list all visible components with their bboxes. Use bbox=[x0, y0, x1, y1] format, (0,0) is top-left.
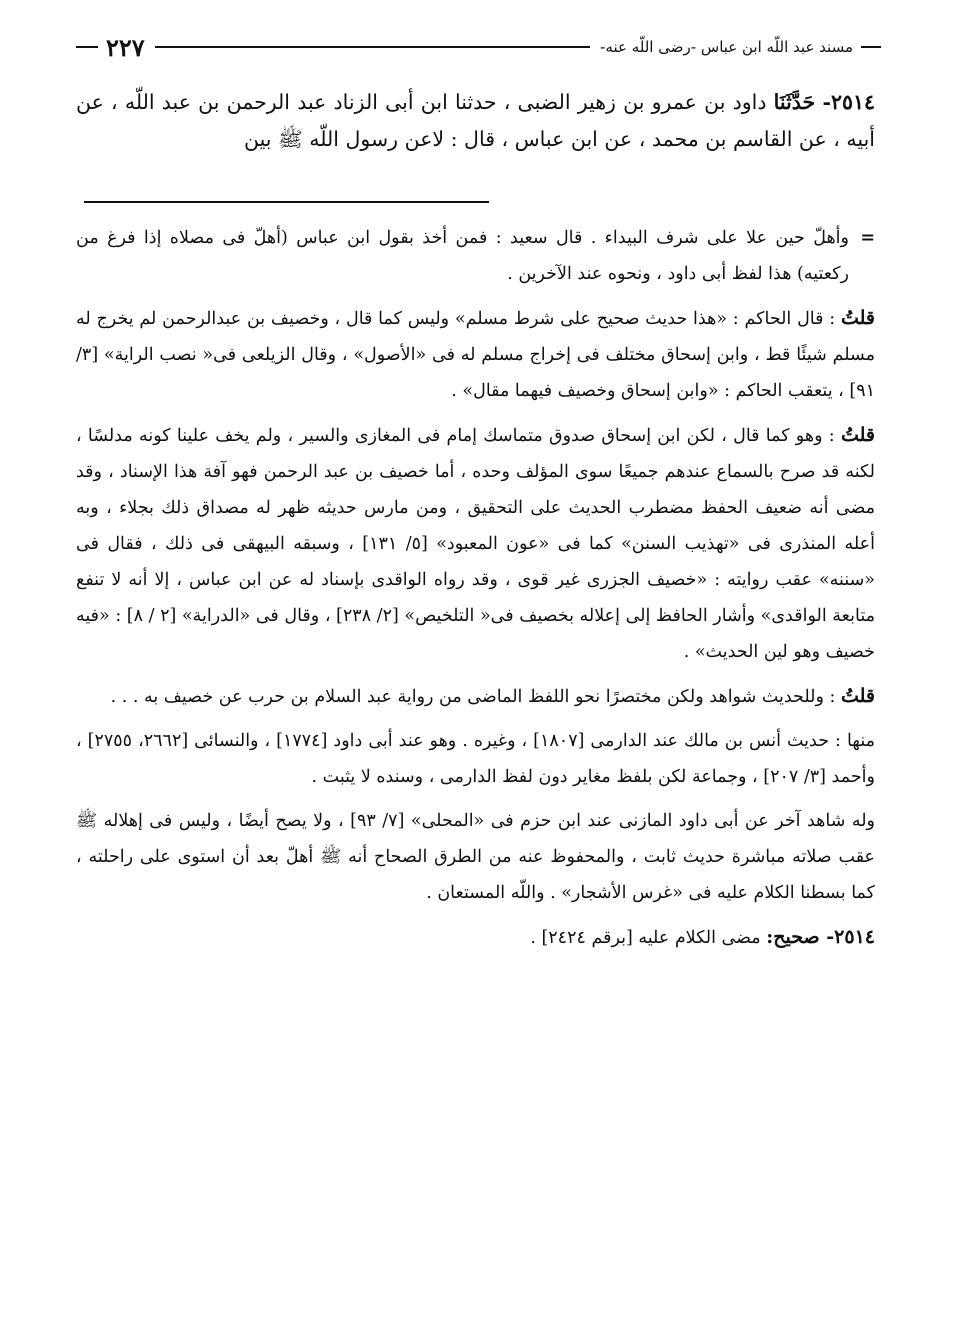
hadith-number: ٢٥١٤ bbox=[830, 90, 875, 114]
footnote-paragraph bbox=[76, 723, 875, 795]
page-number: ٢٢٧ bbox=[106, 32, 145, 62]
qultu-label: قلتُ bbox=[840, 424, 875, 446]
header-title: مسند عبد اللّه ابن عباس -رضى اللّه عنه- bbox=[600, 38, 853, 56]
footnote-text: : وهو كما قال ، لكن ابن إسحاق صدوق متماسك إمام فى المغازى والسير ، ولم يخف علينا كونه مدلسًا ، لكنه قد صرح بالسماع عندهم جميعًا سوى المؤلف وحده ، أما خصيف بن عبد الرحمن فهو آفة هذا الإسناد ، وقد مضى أنه ضعيف الحفظ مضطرب الحديث على التحقيق ، ومن مارس حديثه ظهر له مصداق ذلك بجلاء ، وبه أعله المنذرى فى «تهذيب السنن» كما فى «عون المعبود» [٥/ ١٣١] ، وسبقه البيهقى فى ذلك ، فقال فى «سننه» عقب روايته : «خصيف الجزرى غير قوى ، وقد رواه الواقدى بإسناد له عن ابن عباس ، إلا أنه لا تنفع متابعة الواقدى» وأشار الحافظ إلى إعلاله بخصيف فى« التلخيص» [٢/ ٢٣٨] ، وقال فى «الدراية» [٢ / ٨] : «فيه خصيف وهو لين الحديث» . bbox=[76, 426, 875, 662]
hadith-text bbox=[76, 84, 875, 158]
continuation-mark: = bbox=[860, 228, 875, 248]
footnote-text: وأهلّ حين علا على شرف البيداء . قال سعيد : فمن أخذ بقول ابن عباس (أهلّ فى مصلاه إذا فرغ من ركعتيه) هذا لفظ أبى داود ، ونحوه عند الآخرين . bbox=[76, 228, 849, 284]
footnote-paragraph bbox=[76, 803, 875, 911]
hadith-body: داود بن عمرو بن زهير الضبى ، حدثنا ابن أبى الزناد عبد الرحمن بن عبد اللّه ، عن أبيه ، عن القاسم بن محمد ، عن ابن عباس ، قال : لاعن رسول اللّه ﷺ بين bbox=[76, 90, 875, 151]
footnote-text: منها : حديث أنس بن مالك عند الدارمى [١٨٠٧] ، وغيره . وهو عند أبى داود [١٧٧٤] ، والنسائى [٢٦٦٢، ٢٧٥٥] ، وأحمد [٣/ ٢٠٧] ، وجماعة لكن بلفظ مغاير دون لفظ الدارمى ، وسنده لا يثبت . bbox=[76, 731, 876, 787]
takhrij-text: مضى الكلام عليه [برقم ٢٤٢٤] . bbox=[530, 928, 761, 948]
takhrij-label: - صحيح: bbox=[766, 926, 835, 948]
footnote-text: وله شاهد آخر عن أبى داود المازنى عند ابن حزم فى «المحلى» [٧/ ٩٣] ، ولا يصح أيضًا ، وليس فى إهلاله ﷺ عقب صلاته مباشرة حديث ثابت ، والمحفوظ عنه من الطرق الصحاح أنه ﷺ أهلّ بعد أن استوى على راحلته ، كما بسطنا الكلام عليه فى «غرس الأشجار» . واللّه المستعان . bbox=[76, 811, 875, 903]
footnote-divider bbox=[84, 201, 489, 203]
footnote-paragraph bbox=[76, 678, 875, 715]
footnote-text: : وللحديث شواهد ولكن مختصرًا نحو اللفظ الماضى من رواية عبد السلام بن حرب عن خصيف به . . . bbox=[110, 687, 836, 707]
footnote-paragraph bbox=[76, 417, 875, 670]
header-rule-right bbox=[861, 46, 881, 48]
takhrij-number: ٢٥١٤ bbox=[834, 926, 875, 948]
footnote-paragraph bbox=[76, 300, 875, 409]
haddathana-word: حَدَّثَنَا bbox=[773, 90, 816, 114]
takhrij-line bbox=[76, 919, 875, 956]
header-rule bbox=[155, 46, 590, 48]
qultu-label: قلتُ bbox=[840, 307, 875, 329]
running-header bbox=[76, 30, 881, 64]
header-rule-left bbox=[76, 46, 98, 48]
footnote-text: : قال الحاكم : «هذا حديث صحيح على شرط مسلم» وليس كما قال ، وخصيف بن عبدالرحمن لم يخرج له مسلم شيئًا قط ، وابن إسحاق مختلف فى إخراج مسلم له فى «الأصول» ، وقال الزيلعى فى« نصب الراية» [٣/ ٩١] ، يتعقب الحاكم : «وابن إسحاق وخصيف فيهما مقال» . bbox=[76, 309, 875, 401]
footnote-paragraph bbox=[76, 220, 875, 292]
qultu-label: قلتُ bbox=[840, 685, 875, 707]
hadith-number-dash: - bbox=[822, 90, 831, 114]
footnotes bbox=[76, 220, 875, 964]
